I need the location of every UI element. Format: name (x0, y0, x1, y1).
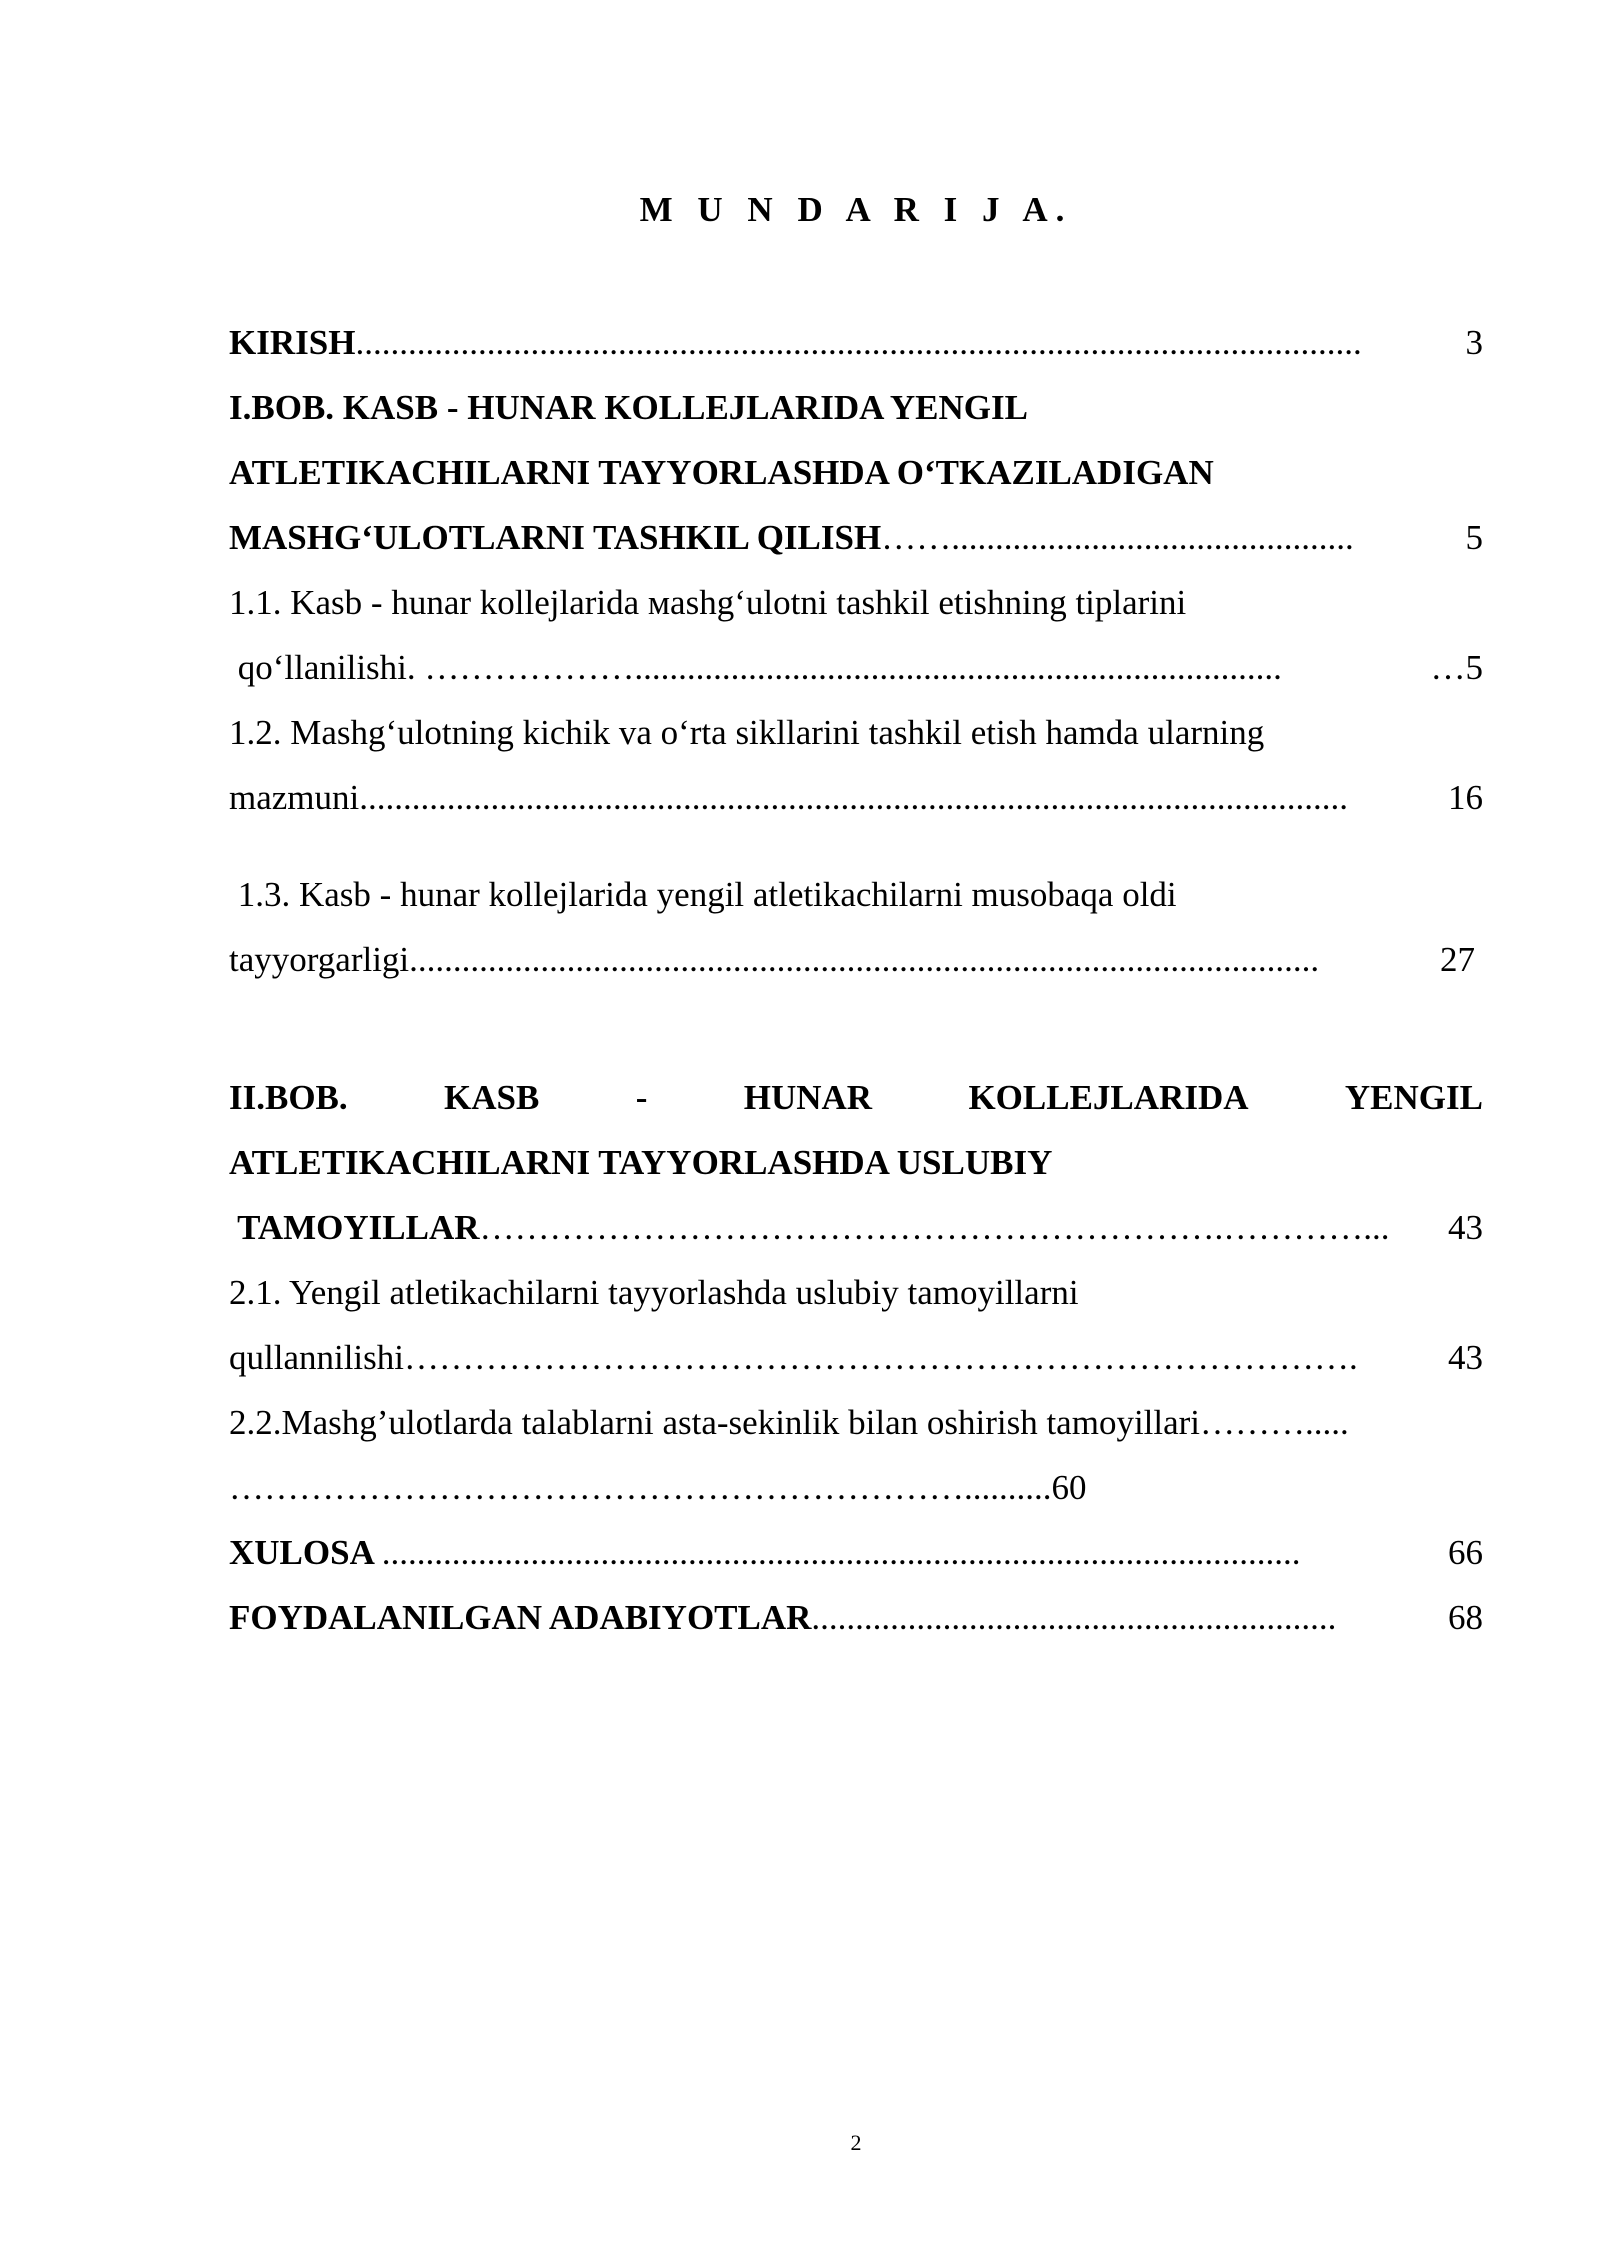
toc-page-number: 27 (1440, 940, 1475, 979)
toc-word: - (635, 1078, 648, 1117)
toc-entry-label: MASHG‘ULOTLARNI TASHKIL QILISH (229, 518, 882, 557)
toc-leader: ......................................................................................................... (381, 1533, 1301, 1572)
toc-entry-label: FOYDALANILGAN ADABIYOTLAR (229, 1598, 812, 1637)
toc-chapter-1-line-2: ATLETIKACHILARNI TAYYORLASHDA O‘TKAZILADIGAN (229, 453, 1214, 492)
page-number: 2 (850, 2130, 862, 2155)
toc-section-1-3-line-2 (229, 927, 1475, 992)
toc-chapter-2-line-3 (229, 1195, 1483, 1260)
toc-entry-label: qo‘llanilishi. (229, 648, 425, 687)
toc-leader: ............................................................ (811, 1598, 1337, 1637)
toc-leader: ………………………………………………………………………. (404, 1338, 1358, 1377)
toc-chapter-1-line-1: I.BOB. KASB - HUNAR KOLLEJLARIDA YENGIL (229, 388, 1028, 427)
toc-page-number: …5 (1430, 648, 1483, 687)
toc-word: KASB (444, 1078, 540, 1117)
toc-page-number: 68 (1448, 1598, 1483, 1637)
toc-page-number: 43 (1448, 1338, 1483, 1377)
toc-leader: …….............................................. (881, 518, 1354, 557)
toc-entry-label: XULOSA (229, 1533, 382, 1572)
toc-section-2-2-line-2: ………………………………………………………..........60 (229, 1468, 1087, 1507)
toc-leader: ................................................................................................................... (355, 323, 1362, 362)
toc-word: KOLLEJLARIDA (968, 1078, 1249, 1117)
toc-word: II.BOB. (229, 1078, 348, 1117)
toc-entry-label: mazmuni (229, 778, 360, 817)
toc-entry-label: qullannilishi (229, 1338, 404, 1377)
toc-section-1-1-line-2 (229, 635, 1483, 700)
toc-page-number: 16 (1448, 778, 1483, 817)
toc-block-2 (229, 862, 1475, 992)
toc-section-2-1-line-1: 2.1. Yengil atletikachilarni tayyorlashda uslubiy tamoyillarni (229, 1273, 1079, 1312)
toc-page-number: 3 (1465, 323, 1483, 362)
toc-section-2-2-line-1: 2.2.Mashg’ulotlarda talablarni asta-sekinlik bilan oshirish tamoyillari………..... (229, 1403, 1349, 1442)
toc-section-2-1-line-2 (229, 1325, 1483, 1390)
page-title: M U N D A R I J A. (639, 190, 1073, 229)
toc-entry-label: tayyorgarligi (229, 940, 410, 979)
toc-block-1 (229, 310, 1483, 830)
toc-page-number: 43 (1448, 1208, 1483, 1247)
toc-section-1-2-line-1: 1.2. Mashg‘ulotning kichik va o‘rta sikllarini tashkil etish hamda ularning (229, 713, 1265, 752)
toc-entry-label: TAMOYILLAR (229, 1208, 480, 1247)
toc-leader: ........................................................................................................ (409, 940, 1320, 979)
toc-entry-adabiyotlar (229, 1585, 1483, 1650)
toc-section-1-1-line-1: 1.1. Kasb - hunar kollejlarida мashg‘ulotni tashkil etishning tiplarini (229, 583, 1187, 622)
toc-chapter-1-line-3 (229, 505, 1483, 570)
toc-section-1-2-line-2 (229, 765, 1483, 830)
toc-chapter-2-line-2: ATLETIKACHILARNI TAYYORLASHDA USLUBIY (229, 1143, 1053, 1182)
toc-section-1-3-line-1: 1.3. Kasb - hunar kollejlarida yengil atletikachilarni musobaqa oldi (229, 875, 1177, 914)
toc-entry-xulosa (229, 1520, 1483, 1585)
toc-leader: ................................................................................................................. (359, 778, 1348, 817)
toc-leader: ……………………………………………………….…………... (479, 1208, 1390, 1247)
toc-word: HUNAR (743, 1078, 873, 1117)
toc-entry-label: KIRISH (229, 323, 356, 362)
toc-word: YENGIL (1344, 1078, 1483, 1117)
toc-chapter-2-line-1 (229, 1065, 1483, 1130)
toc-block-3 (229, 1065, 1483, 1650)
toc-page-number: 5 (1465, 518, 1483, 557)
toc-leader: ……………….......................................................................... (424, 648, 1282, 687)
toc-page-number: 66 (1448, 1533, 1483, 1572)
toc-entry-kirish (229, 310, 1483, 375)
